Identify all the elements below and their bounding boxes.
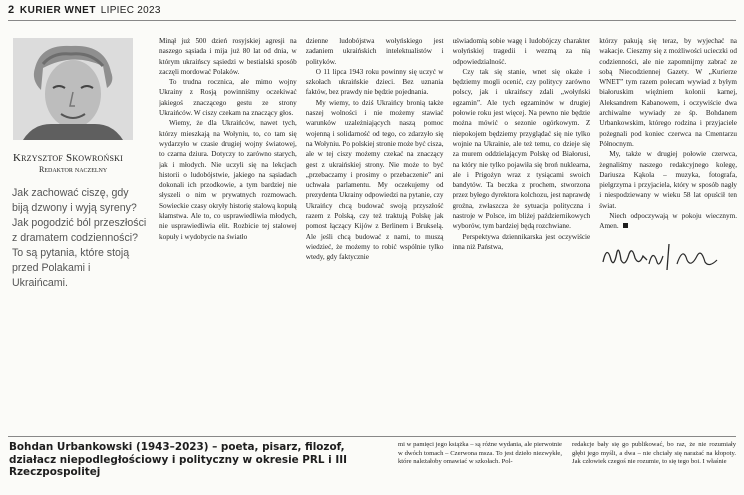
paragraph: To trudna rocznica, ale mimo wojny Ukrainy z Rosją powinniśmy oczekiwać jakiegoś znaczącego gestu ze strony Ukraińców. W ciszy czekam na znaczący głos. bbox=[159, 78, 297, 118]
article-columns bbox=[398, 441, 736, 493]
author-credit bbox=[13, 152, 148, 174]
page-number: 2 bbox=[8, 4, 15, 16]
author-photo bbox=[13, 38, 133, 140]
editorial-columns bbox=[159, 36, 737, 432]
issue-date: LIPIEC 2023 bbox=[100, 5, 161, 16]
paragraph: którzy pakują się teraz, by wyjechać na wakacje. Cieszmy się z możliwości ucieczki od codzienności, ale nie zapomnijmy zabrać ze sobą Niecodziennej Gazety. W „Kurierze WNET” tym razem polecam wywiad z byłym białoruskim więźniem kolonii karnej, Aleksandrem Kabanowem, i oczywiście dwa archiwalne wywiady ze śp. Bohdanem Urbankowskim, którego rodzina i przyjaciele pożegnali pod koniec czerwca na Cmentarzu Północnym. bbox=[599, 37, 737, 148]
author-name: Krzysztof Skowroński bbox=[13, 152, 124, 164]
section-rule bbox=[8, 436, 736, 437]
text-column-1 bbox=[159, 36, 297, 432]
header-rule bbox=[8, 20, 736, 21]
paragraph: Wiemy, że dla Ukraińców, nawet tych, którzy mieszkają na Wołyniu, to, co tam się wydarzyło w czasie drugiej wojny światowej, to czarna dziura. Dotyczy to zarówno starych, jak i młodych. Nie uczyli się na lekcjach historii o ludobójstwie, jakiego na sąsiadach dokonali ich przodkowie, a tym bardziej nie słyszeli o nim w prywatnych rozmowach. Sowieckie czasy okryły historię stalową kopułą kłamstwa. Ale to, co usprawiedliwia młodych, nie usprawiedliwia elit. Rozbicie tej stalowej kopuły i wydobycie na światło bbox=[159, 119, 297, 241]
author-portrait-icon bbox=[13, 38, 133, 140]
article-column-1: mi w pamięci jego książka – są różne wydania, ale pierwotnie w dwóch tomach – Czerwona msza. To jest dzieło niezwykłe, które należałoby omawiać w szkołach. Pol- bbox=[398, 441, 562, 466]
author-signature bbox=[599, 238, 737, 274]
signature-icon bbox=[599, 238, 729, 274]
page-header bbox=[8, 4, 161, 16]
paragraph: Czy tak się stanie, wnet się okaże i będziemy mogli ocenić, czy politycy zarówno polscy, jak i ukraińscy zdali „wołyński egzamin”. Ale tych egzaminów w drugiej połowie roku jest więcej. Na pewno nie będzie można mówić o sezonie ogórkowym. Z niepokojem będziemy przyglądać się nie tylko wojnie na Ukrainie, ale też temu, co dzieje się za murem oddzielającym Polskę od Białorusi, na który nie tylko pojawiła się broń nuklearna, ale i Prigożyn wraz z tysiącami swoich bandytów. Ta beczka z prochem, stworzona przez byłego dyrektora kolchozu, jest naprawdę groźna, zwłaszcza że sytuacja polityczna i nastroje w Polsce, im bliżej październikowych wyborów, tym bardziej będą rozchwiane. bbox=[452, 67, 591, 231]
closing-paragraph bbox=[599, 211, 737, 232]
paragraph: Minął już 500 dzień rosyjskiej agresji na naszego sąsiada i mija już 80 lat od dnia, w którym ukraińscy sąsiedzi w bestialski sposób zaczęli mordować Polaków. bbox=[159, 37, 297, 76]
paragraph: My wiemy, to dziś Ukraińcy bronią także naszej wolności i nie możemy stawiać warunków uzależniających naszą pomoc wojenną i solidarność od tego, co zdarzyło się na Wołyniu. Po polskiej stronie może być cisza, ale w tej ciszy możemy czekać na znaczący gest z ukraińskiej strony. Nie może to być „przebaczamy i prosimy o przebaczenie” ani uchwała parlamentu. My oczekujemy od prezydenta Ukrainy odpowiedzi na pytanie, czy Ukraińcy chcą budować swoją przyszłość razem z Polską, czy też traktują Polskę jak pomost łączący Kijów z Berlinem i Brukselą. Ale jeśli chcą budować z nami, to muszą wiedzieć, że możemy to robić wspólnie tylko wtedy, gdy faktycznie bbox=[305, 98, 444, 262]
text-column-4 bbox=[599, 36, 737, 432]
text-column-3 bbox=[453, 36, 591, 432]
paragraph: O 11 lipca 1943 roku powinny się uczyć w szkołach ukraińskie dzieci. Bez uznania faktów, bez prawdy nie będzie pojednania. bbox=[305, 67, 444, 97]
end-mark-icon bbox=[623, 223, 628, 228]
paragraph: dzienne ludobójstwa wołyńskiego jest zadaniem ukraińskich intelektualistów i polityków. bbox=[305, 37, 444, 66]
article-headline: Bohdan Urbankowski (1943–2023) – poeta, pisarz, filozof, działacz niepodległościowy i polityczny w okresie PRL i III Rzeczpospolitej bbox=[9, 441, 347, 478]
article-column-2: redakcje bały się go publikować, bo raz, że nie rozumiały głębi jego myśli, a dwa – nie chciały się narażać na kłopoty. Jak człowiek czegoś nie rozumie, to się tego boi. I właśnie bbox=[572, 441, 736, 466]
author-role: Redaktor naczelny bbox=[39, 165, 108, 174]
publication-name: KURIER WNET bbox=[19, 5, 96, 16]
closing-text: Niech odpoczywają w pokoju wiecznym. Amen. bbox=[599, 212, 737, 231]
paragraph: Perspektywa dziennikarska jest oczywiście inna niż Państwa, bbox=[452, 232, 591, 251]
paragraph: My, także w drugiej połowie czerwca, żegnaliśmy naszego redakcyjnego kolegę, Dariusza Kąkola – muzyka, fotografa, pielgrzyma i przyjaciela, który w sposób nagły i niespodziewany w wieku 58 lat opuścił ten świat. bbox=[599, 150, 737, 210]
text-column-2 bbox=[306, 36, 444, 432]
lead-text: Jak zachować ciszę, gdy biją dzwony i wyją syreny? Jak pogodzić ból przeszłości z dramatem codzienności? To są pytania, które stoją przed Polakami i Ukraińcami. bbox=[12, 187, 147, 289]
paragraph: uświadomią sobie wagę i ludobójczy charakter wołyńskiej tragedii i wezmą za nią odpowiedzialność. bbox=[452, 37, 591, 66]
